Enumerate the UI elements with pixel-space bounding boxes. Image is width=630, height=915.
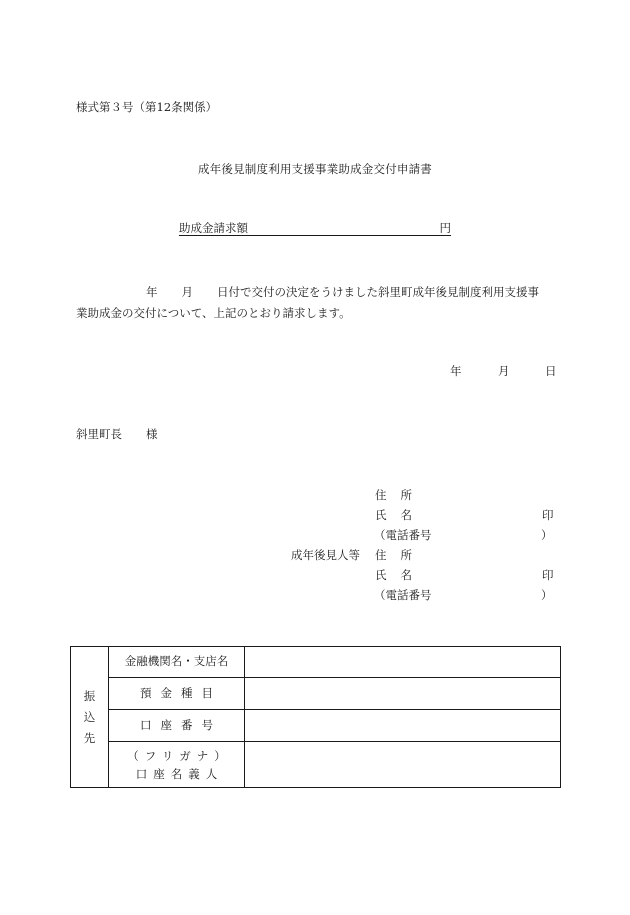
guardian-phone-close: ） [541,588,553,602]
applicant-phone-label: （電話番号 [374,528,432,542]
request-amount-label: 助成金請求額 [179,221,248,235]
table-row [71,710,561,742]
date-day-label: 日 [545,364,557,378]
account-holder-field[interactable] [245,742,561,788]
applicant-seal-mark: 印 [542,508,554,522]
document-title: 成年後見制度利用支援事業助成金交付申請書 [198,162,432,176]
addressee-name: 斜里町長 [76,427,122,441]
table-row [71,678,561,710]
applicant-name-label: 氏 名 [375,508,412,522]
account-number-label: 口座番号 [109,710,245,742]
furigana-label: （フリガナ） [127,748,232,763]
statement-text-2: 業助成金の交付について、上記のとおり請求します。 [76,306,351,320]
bank-transfer-table [70,646,561,788]
addressee-honorific: 様 [146,427,158,441]
statement-line-1 [76,282,558,303]
statement-text-1: 日付で交付の決定をうけました斜里町成年後見制度利用支援事 [217,285,539,299]
table-row [71,647,561,678]
decision-year-label: 年 [146,285,158,299]
deposit-type-label: 預金種目 [109,678,245,710]
institution-field[interactable] [245,647,561,678]
guardian-seal-mark: 印 [542,568,554,582]
applicant-phone-close: ） [541,528,553,542]
account-holder-name-label: 口座名義人 [135,766,224,781]
addressee [76,428,158,442]
account-number-field[interactable] [245,710,561,742]
date-year-label: 年 [450,364,462,378]
date-month-label: 月 [498,364,510,378]
table-row [71,742,561,788]
guardian-phone-label: （電話番号 [374,588,432,602]
yen-unit: 円 [439,221,451,235]
decision-month-label: 月 [181,285,193,299]
institution-label: 金融機関名・支店名 [109,647,245,678]
form-number: 様式第３号（第12条関係） [76,100,218,114]
request-statement [76,282,558,324]
account-holder-label [109,742,245,788]
guardian-address-label: 住 所 [375,548,412,562]
guardian-name-label: 氏 名 [375,568,412,582]
deposit-type-field[interactable] [245,678,561,710]
request-amount-line [179,222,451,236]
transfer-destination-header: 振 込 先 [71,647,109,788]
guardian-label: 成年後見人等 [291,548,360,562]
applicant-address-label: 住 所 [375,488,412,502]
